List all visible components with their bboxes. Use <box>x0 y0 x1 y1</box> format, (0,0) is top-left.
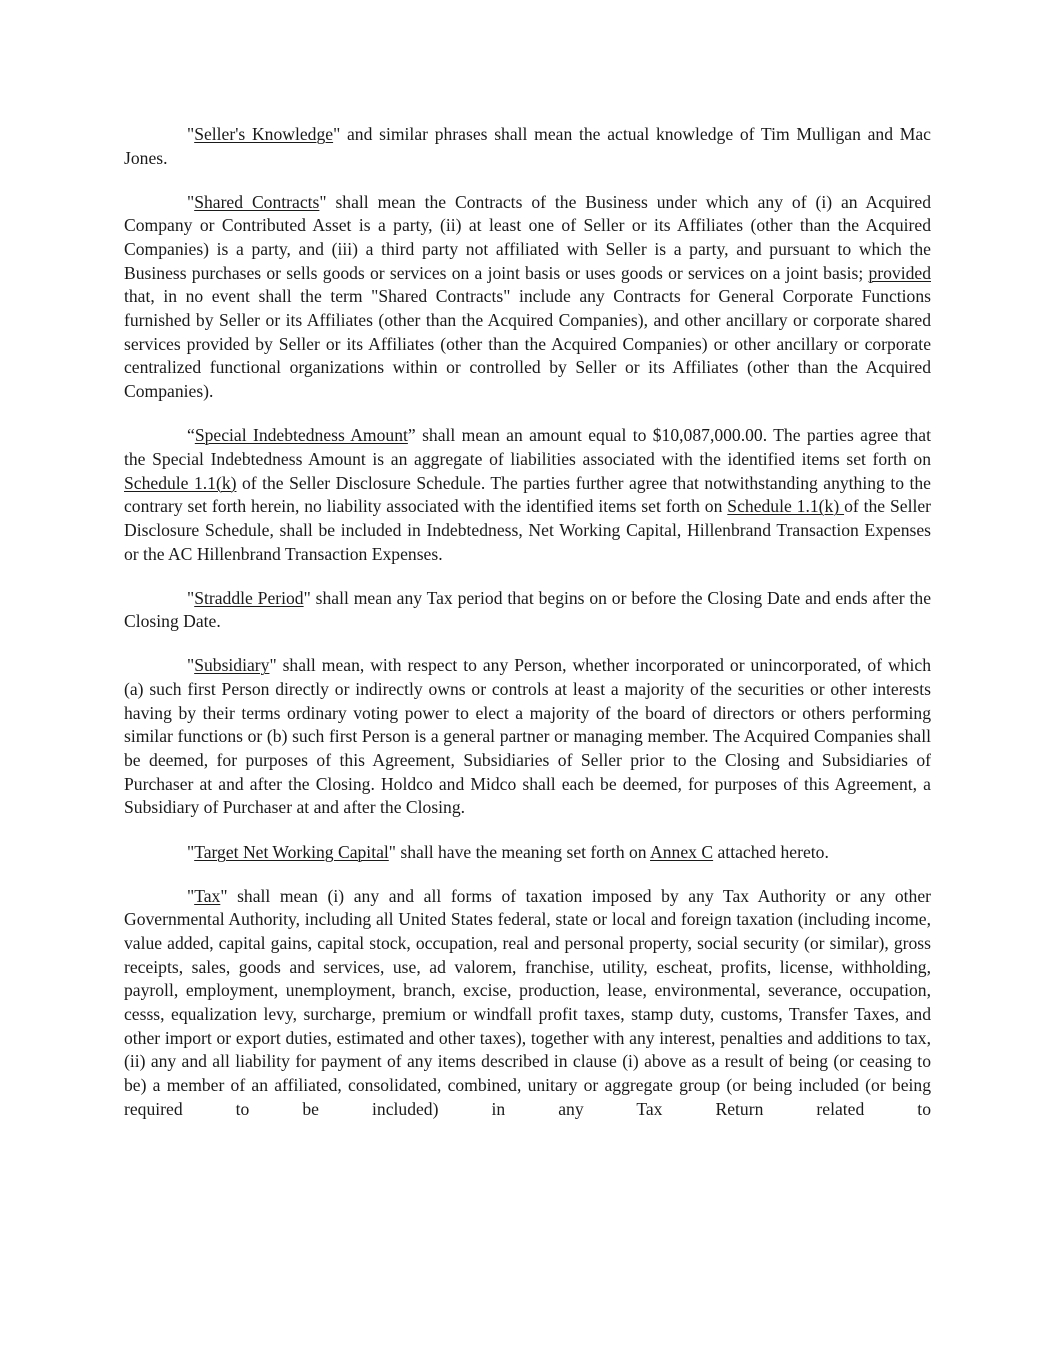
definition-text: that, in no event shall the term "Shared Contracts" include any Contracts for General Corporate Functions furnished by Seller or its Affiliates (other than the Acquired Companies), and other ancillary or corporate shared services provided by Seller or its Affiliates (other than the Acquired Companies) or other ancillary or corporate centralized functional organizations within or controlled by Seller or its Affiliates (other than the Acquired Companies). <box>124 286 931 402</box>
definition-text: attached hereto. <box>713 841 829 862</box>
schedule-reference: Schedule 1.1(k) <box>124 472 237 493</box>
definition-text: " shall mean any Tax period that begins on or before the Closing Date and ends after the Closing Date. <box>124 587 931 632</box>
schedule-reference: Schedule 1.1(k) <box>727 496 845 517</box>
definition-text: ” shall mean an amount equal to $10,087,000.00. The parties agree that the Special Indebtedness Amount is an aggregate of liabilities associated with the identified items set forth on <box>124 425 931 469</box>
document-page <box>124 123 931 1121</box>
defined-term: Seller's Knowledge <box>194 124 334 144</box>
open-quote: " <box>187 587 195 608</box>
open-quote: " <box>187 885 195 906</box>
defined-term: Shared Contracts <box>194 191 320 212</box>
defined-term: Subsidiary <box>194 655 270 676</box>
definition-tax <box>124 885 931 1122</box>
defined-term: Tax <box>194 885 221 906</box>
definition-text: " shall mean the Contracts of the Business under which any of (i) an Acquired Company or Contributed Asset is a party, (ii) at least one of Seller or its Affiliates (other than the Acquired Companies) is a party, and (iii) a third party not affiliated with Seller is a party, and pursuant to which the Business purchases or sells goods or services on a joint basis or uses goods or services on a joint basis; <box>124 191 931 283</box>
definition-text: of the Seller Disclosure Schedule. The parties further agree that notwithstanding anything to the contrary set forth herein, no liability associated with the identified items set forth on <box>124 472 931 517</box>
definition-text: " shall mean (i) any and all forms of taxation imposed by any Tax Authority or any other Governmental Authority, including all United States federal, state or local and foreign taxation (including income, value added, capital gains, capital stock, occupation, real and personal property, social security (or similar), gross receipts, sales, goods and services, use, ad valorem, franchise, utility, escheat, profits, license, withholding, payroll, employment, unemployment, branch, excise, production, lease, environmental, severance, occupation, cesss, equalization levy, surcharge, premium or windfall profit taxes, stamp duty, customs, Transfer Taxes, and other import or export duties, estimated and other taxes), together with any interest, penalties and additions to tax, (ii) any and all liability for payment of any items described in clause (i) above as a result of being (or ceasing to be) a member of an affiliated, consolidated, combined, unitary or aggregate group (or being included (or being required to be included) in any Tax Return related to <box>124 885 931 1119</box>
definition-text: " shall mean, with respect to any Person, whether incorporated or unincorporated, of which (a) such first Person directly or indirectly owns or controls at least a majority of the securities or other interests having by their terms ordinary voting power to elect a majority of the board of directors or others performing similar functions or (b) such first Person is a general partner or managing member. The Acquired Companies shall be deemed, for purposes of this Agreement, Subsidiaries of Seller prior to the Closing and Subsidiaries of Purchaser at and after the Closing. Holdco and Midco shall each be deemed, for purposes of this Agreement, a Subsidiary of Purchaser at and after the Closing. <box>124 655 931 818</box>
underlined-word-provided: provided <box>868 262 931 283</box>
defined-term: Special Indebtedness Amount <box>194 425 408 446</box>
open-quote: " <box>187 841 195 862</box>
definition-text: of the Seller Disclosure Schedule, shall be included in Indebtedness, Net Working Capital, Hillenbrand Transaction Expenses or the AC Hillenbrand Transaction Expenses. <box>124 496 932 564</box>
definition-shared-contracts <box>124 191 931 404</box>
definition-text: " and similar phrases shall mean the actual knowledge of Tim Mulligan and Mac Jones. <box>124 124 931 168</box>
open-quote: “ <box>187 425 195 446</box>
defined-term: Straddle Period <box>194 587 304 608</box>
definition-sellers-knowledge <box>124 123 931 170</box>
definition-subsidiary <box>124 654 931 820</box>
definition-straddle-period <box>124 587 931 634</box>
definition-target-net-working-capital <box>124 841 931 865</box>
annex-reference: Annex C <box>650 841 714 862</box>
open-quote: " <box>187 124 195 144</box>
open-quote: " <box>187 655 195 676</box>
definition-special-indebtedness-amount <box>124 424 931 566</box>
definition-text: " shall have the meaning set forth on <box>388 841 651 862</box>
defined-term: Target Net Working Capital <box>194 841 389 862</box>
open-quote: " <box>187 191 195 212</box>
